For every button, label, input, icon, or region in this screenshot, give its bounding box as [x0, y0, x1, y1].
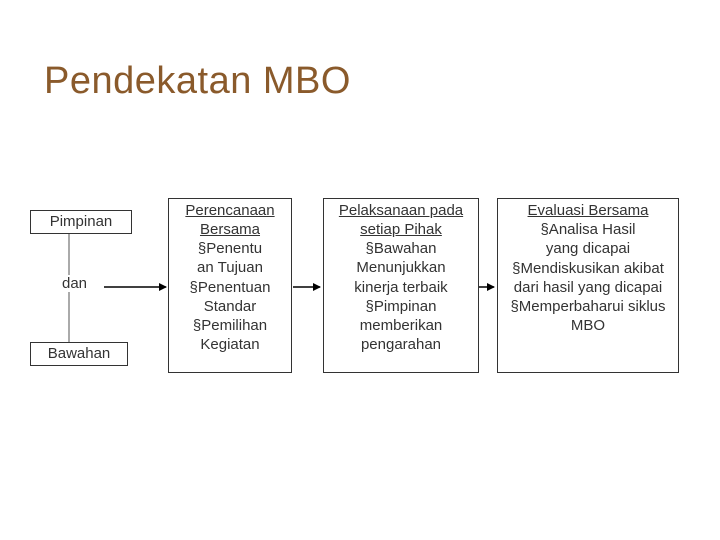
box-body-line: Standar — [203, 297, 257, 315]
box-body-line: kinerja terbaik — [354, 278, 448, 296]
box-body-line: §Bawahan — [365, 240, 437, 257]
box-body-line: memberikan — [359, 317, 443, 335]
bawahan-box: Bawahan — [30, 342, 128, 366]
box-body-line: pengarahan — [360, 336, 442, 354]
page-title: Pendekatan MBO — [44, 60, 351, 102]
pimpinan-box: Pimpinan — [30, 210, 132, 234]
box-body-line: Menunjukkan — [356, 259, 446, 277]
box-body-line: dari hasil yang dicapai — [513, 278, 663, 296]
perencanaan-box — [168, 198, 292, 373]
box-heading: Pelaksanaan pada — [338, 202, 464, 219]
box-body-line: §Penentuan — [189, 278, 271, 296]
box-heading: Bersama — [199, 221, 261, 238]
evaluasi-box — [497, 198, 679, 373]
box-body-line: Kegiatan — [200, 336, 260, 354]
box-body-line: MBO — [570, 317, 606, 335]
box-body-line: §Penentu — [197, 240, 263, 257]
pelaksanaan-box — [323, 198, 479, 373]
box-body-line: §Analisa Hasil — [540, 221, 636, 238]
box-body-line: §Memperbaharui siklus — [510, 298, 666, 316]
dan-label: dan — [62, 275, 88, 292]
box-heading: Perencanaan — [185, 202, 275, 219]
box-body-line: yang dicapai — [545, 240, 631, 258]
box-body-line: an Tujuan — [197, 259, 263, 277]
box-heading: Evaluasi Bersama — [527, 202, 649, 219]
box-body-line: §Pemilihan — [192, 317, 268, 335]
box-heading: setiap Pihak — [360, 221, 442, 238]
box-body-line: §Pimpinan — [365, 297, 437, 315]
box-body-line: §Mendiskusikan akibat — [512, 259, 664, 277]
